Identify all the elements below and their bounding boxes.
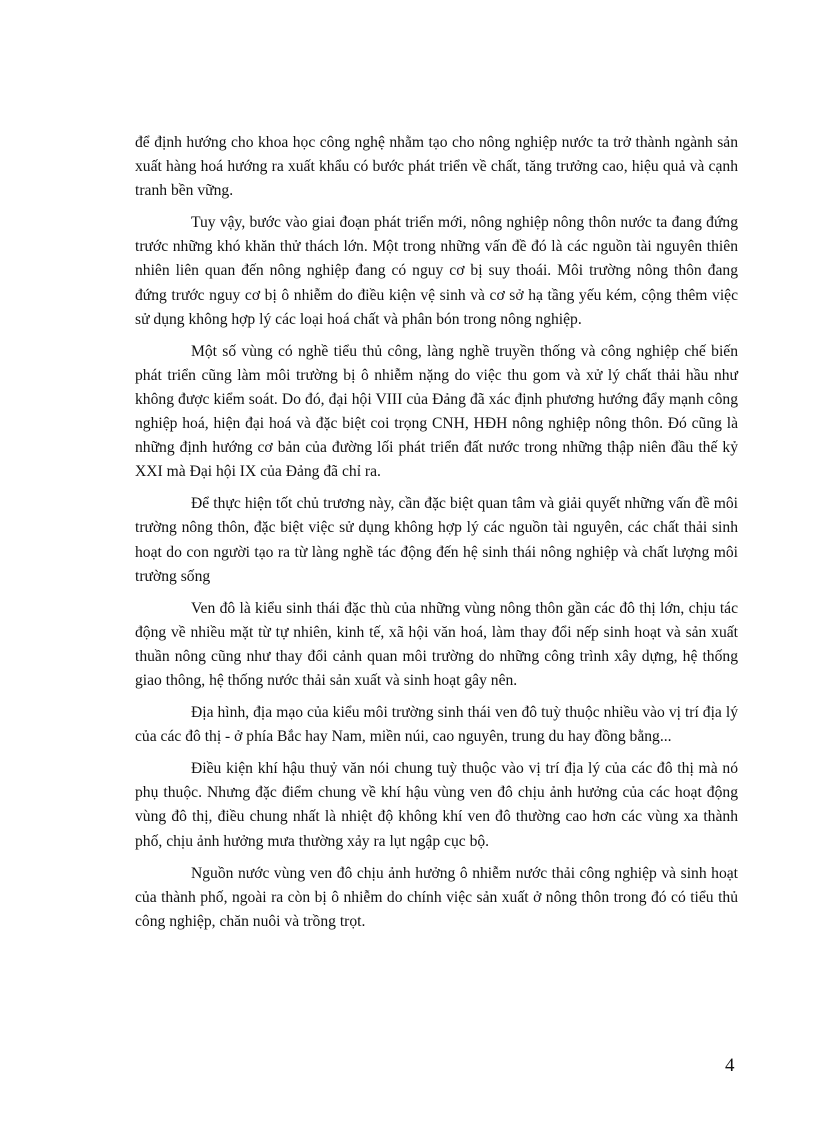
paragraph-challenges: Tuy vậy, bước vào giai đoạn phát triển mới, nông nghiệp nông thôn nước ta đang đứng trước những khó khăn thử thách lớn. Một trong những vấn đề đó là các nguồn tài nguyên thiên nhiên liên quan đến nông nghiệp đang có nguy cơ bị suy thoái. Môi trường nông thôn đang đứng trước nguy cơ bị ô nhiễm do điều kiện vệ sinh và cơ sở hạ tầng yếu kém, cộng thêm việc sử dụng không hợp lý các loại hoá chất và phân bón trong nông nghiệp. [135, 214, 738, 328]
paragraph-peri-urban: Ven đô là kiểu sinh thái đặc thù của những vùng nông thôn gần các đô thị lớn, chịu tác động về nhiều mặt từ tự nhiên, kinh tế, xã hội văn hoá, làm thay đổi nếp sinh hoạt và sản xuất thuần nông cũng như thay đổi cảnh quan môi trường do những công trình xây dựng, hệ thống giao thông, hệ thống nước thải sản xuất và sinh hoạt gây nên. [135, 599, 738, 689]
paragraph-craft-villages: Một số vùng có nghề tiểu thủ công, làng nghề truyền thống và công nghiệp chế biến phát triển cũng làm môi trường bị ô nhiễm nặng do việc thu gom và xử lý chất thải hầu như không được kiểm soát. Do đó, đại hội VIII của Đảng đã xác định phương hướng đẩy mạnh công nghiệp hoá, hiện đại hoá và đặc biệt coi trọng CNH, HĐH nông nghiệp nông thôn. Đó cũng là những định hướng cơ bản của đường lối phát triển đất nước trong những thập niên đầu thế kỷ XXI mà Đại hội IX của Đảng đã chỉ ra. [135, 342, 738, 481]
paragraph-topography: Địa hình, địa mạo của kiểu môi trường sinh thái ven đô tuỳ thuộc nhiều vào vị trí địa lý của các đô thị - ở phía Bắc hay Nam, miền núi, cao nguyên, trung du hay đồng bằng... [135, 704, 738, 746]
paragraph-continuation: để định hướng cho khoa học công nghệ nhằm tạo cho nông nghiệp nước ta trở thành ngành sản xuất hàng hoá hướng ra xuất khẩu có bước phát triển về chất, tăng trưởng cao, hiệu quả và cạnh tranh bền vững. [135, 134, 738, 200]
body-text [135, 131, 738, 942]
paragraph-water: Nguồn nước vùng ven đô chịu ảnh hưởng ô nhiễm nước thải công nghiệp và sinh hoạt của thành phố, ngoài ra còn bị ô nhiễm do chính việc sản xuất ở nông thôn trong đó có tiểu thủ công nghiệp, chăn nuôi và trồng trọt. [135, 864, 738, 930]
page-number: 4 [725, 1055, 735, 1076]
paragraph-climate: Điều kiện khí hậu thuỷ văn nói chung tuỳ thuộc vào vị trí địa lý của các đô thị mà nó phụ thuộc. Nhưng đặc điểm chung về khí hậu vùng ven đô chịu ảnh hưởng của các hoạt động vùng đô thị, điều chung nhất là nhiệt độ không khí ven đô thường cao hơn các vùng xa thành phố, chịu ảnh hưởng mưa thường xảy ra lụt ngập cục bộ. [135, 760, 738, 850]
paragraph-implementation: Để thực hiện tốt chủ trương này, cần đặc biệt quan tâm và giải quyết những vấn đề môi trường nông thôn, đặc biệt việc sử dụng không hợp lý các nguồn tài nguyên, các chất thải sinh hoạt do con người tạo ra từ làng nghề tác động đến hệ sinh thái nông nghiệp và chất lượng môi trường sống [135, 495, 738, 585]
